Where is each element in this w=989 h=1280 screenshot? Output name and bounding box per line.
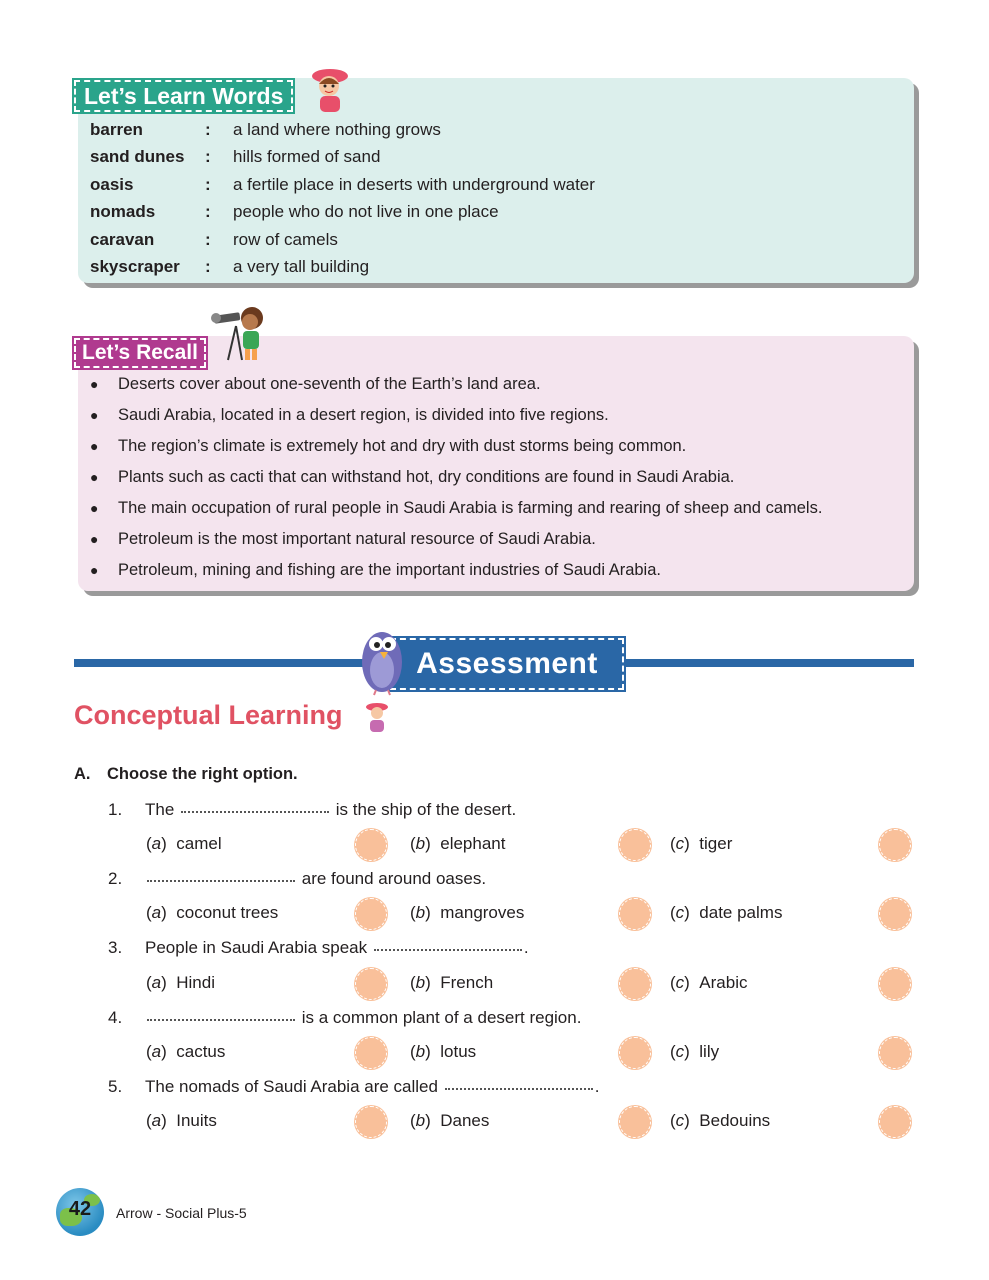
- answer-circle[interactable]: [355, 829, 387, 861]
- option-label: c: [675, 834, 685, 853]
- bullet: ●: [90, 407, 99, 423]
- word-row: [90, 227, 338, 253]
- option-c: (c) date palms: [670, 903, 783, 922]
- question: [108, 1005, 581, 1031]
- boy-telescope-icon: [210, 304, 270, 362]
- option-b: (b) mangroves: [410, 903, 525, 922]
- option-label: b: [415, 1111, 426, 1130]
- list-item: [90, 525, 822, 556]
- word-term: sand dunes: [90, 147, 185, 166]
- list-item: [90, 370, 822, 401]
- bullet: ●: [90, 469, 99, 485]
- option-text: elephant: [440, 834, 506, 853]
- answer-circle[interactable]: [879, 1106, 911, 1138]
- question-number: 5.: [108, 1077, 123, 1096]
- answer-circle[interactable]: [879, 968, 911, 1000]
- learn-words-title: Let’s Learn Words: [74, 80, 293, 112]
- option-label: b: [415, 834, 426, 853]
- section-a-heading: [74, 765, 298, 784]
- list-item: [90, 556, 822, 587]
- answer-blank[interactable]: [147, 1005, 295, 1021]
- small-girl-mascot-icon: [362, 700, 392, 736]
- option-text: Inuits: [176, 1111, 217, 1130]
- girl-mascot-icon: [304, 66, 354, 118]
- option-b: (b) French: [410, 973, 494, 992]
- answer-circle[interactable]: [879, 1037, 911, 1069]
- option-b: (b) lotus: [410, 1042, 477, 1061]
- option-text: lily: [699, 1042, 720, 1061]
- bullet: ●: [90, 531, 99, 547]
- recall-text: Saudi Arabia, located in a desert region, is divided into five regions.: [118, 406, 609, 424]
- word-definition: hills formed of sand: [233, 147, 381, 166]
- word-colon: :: [205, 202, 211, 221]
- word-row: [90, 254, 369, 280]
- book-title: Arrow - Social Plus-5: [116, 1205, 247, 1221]
- question-text-before: The nomads of Saudi Arabia are called: [145, 1077, 438, 1096]
- answer-circle[interactable]: [619, 968, 651, 1000]
- recall-list: [90, 370, 822, 587]
- option-text: cactus: [176, 1042, 226, 1061]
- bullet: ●: [90, 500, 99, 516]
- option-a: (a) Inuits: [146, 1111, 217, 1130]
- question-text-after: is a common plant of a desert region.: [301, 1008, 582, 1027]
- question-text-after: is the ship of the desert.: [335, 800, 517, 819]
- question-text-after: .: [594, 1077, 600, 1096]
- word-row: [90, 172, 595, 198]
- answer-blank[interactable]: [147, 866, 295, 882]
- answer-circle[interactable]: [619, 829, 651, 861]
- word-definition: a land where nothing grows: [233, 120, 441, 139]
- option-label: c: [675, 1111, 685, 1130]
- word-term: caravan: [90, 230, 155, 249]
- option-text: coconut trees: [176, 903, 279, 922]
- option-c: (c) Arabic: [670, 973, 748, 992]
- option-label: c: [675, 973, 685, 992]
- word-colon: :: [205, 230, 211, 249]
- recall-text: Plants such as cacti that can withstand hot, dry conditions are found in Saudi Arabia.: [118, 468, 735, 486]
- option-label: a: [151, 834, 162, 853]
- list-item: [90, 401, 822, 432]
- option-label: a: [151, 903, 162, 922]
- question-number: 1.: [108, 800, 123, 819]
- option-text: Arabic: [699, 973, 748, 992]
- word-row: [90, 199, 499, 225]
- word-term: skyscraper: [90, 257, 180, 276]
- option-c: (c) lily: [670, 1042, 720, 1061]
- option-label: b: [415, 973, 426, 992]
- bullet: ●: [90, 438, 99, 454]
- answer-circle[interactable]: [355, 1106, 387, 1138]
- recall-text: Petroleum is the most important natural resource of Saudi Arabia.: [118, 530, 596, 548]
- question-number: 2.: [108, 869, 123, 888]
- recall-text: Deserts cover about one-seventh of the Earth’s land area.: [118, 375, 541, 393]
- word-colon: :: [205, 175, 211, 194]
- question: [108, 935, 529, 961]
- word-definition: people who do not live in one place: [233, 202, 499, 221]
- answer-circle[interactable]: [879, 829, 911, 861]
- question: [108, 1074, 599, 1100]
- option-a: (a) cactus: [146, 1042, 226, 1061]
- answer-blank[interactable]: [181, 797, 329, 813]
- option-text: Bedouins: [699, 1111, 771, 1130]
- word-definition: row of camels: [233, 230, 338, 249]
- recall-title: Let’s Recall: [74, 338, 206, 368]
- word-term: oasis: [90, 175, 134, 194]
- option-b: (b) Danes: [410, 1111, 490, 1130]
- word-term: nomads: [90, 202, 156, 221]
- list-item: [90, 432, 822, 463]
- question-text-after: .: [523, 938, 529, 957]
- answer-circle[interactable]: [619, 1037, 651, 1069]
- answer-circle[interactable]: [355, 1037, 387, 1069]
- recall-text: The region’s climate is extremely hot and dry with dust storms being common.: [118, 437, 687, 455]
- option-text: lotus: [440, 1042, 477, 1061]
- option-label: c: [675, 903, 685, 922]
- list-item: [90, 494, 822, 525]
- option-c: (c) Bedouins: [670, 1111, 771, 1130]
- bullet: ●: [90, 562, 99, 578]
- option-a: (a) camel: [146, 834, 222, 853]
- bullet: ●: [90, 376, 99, 392]
- word-row: [90, 144, 380, 170]
- answer-blank[interactable]: [374, 935, 522, 951]
- section-letter: A.: [74, 765, 91, 783]
- option-a: (a) Hindi: [146, 973, 215, 992]
- word-colon: :: [205, 147, 211, 166]
- assessment-banner: [390, 638, 624, 690]
- answer-circle[interactable]: [355, 898, 387, 930]
- question-number: 4.: [108, 1008, 123, 1027]
- bird-mascot-icon: [358, 622, 406, 696]
- answer-circle[interactable]: [619, 1106, 651, 1138]
- list-item: [90, 463, 822, 494]
- word-definition: a fertile place in deserts with underground water: [233, 175, 595, 194]
- option-c: (c) tiger: [670, 834, 733, 853]
- assessment-title: Assessment: [416, 647, 598, 680]
- question-text-after: are found around oases.: [301, 869, 487, 888]
- recall-text: Petroleum, mining and fishing are the important industries of Saudi Arabia.: [118, 561, 661, 579]
- option-text: tiger: [699, 834, 733, 853]
- conceptual-learning-heading: Conceptual Learning: [74, 700, 343, 730]
- option-text: date palms: [699, 903, 783, 922]
- answer-circle[interactable]: [355, 968, 387, 1000]
- word-term: barren: [90, 120, 143, 139]
- option-text: Hindi: [176, 973, 215, 992]
- option-label: a: [151, 973, 162, 992]
- option-label: c: [675, 1042, 685, 1061]
- option-label: a: [151, 1042, 162, 1061]
- option-label: b: [415, 1042, 426, 1061]
- option-a: (a) coconut trees: [146, 903, 279, 922]
- option-label: b: [415, 903, 426, 922]
- option-text: Danes: [440, 1111, 490, 1130]
- page-number: 42: [68, 1198, 92, 1220]
- recall-text: The main occupation of rural people in Saudi Arabia is farming and rearing of sheep and camels.: [118, 499, 823, 517]
- answer-circle[interactable]: [619, 898, 651, 930]
- question: [108, 797, 516, 823]
- word-row: [90, 117, 441, 143]
- option-label: a: [151, 1111, 162, 1130]
- option-text: mangroves: [440, 903, 525, 922]
- question-text-before: The: [145, 800, 175, 819]
- section-title: Choose the right option.: [107, 765, 298, 783]
- answer-circle[interactable]: [879, 898, 911, 930]
- word-colon: :: [205, 120, 211, 139]
- option-b: (b) elephant: [410, 834, 506, 853]
- question-number: 3.: [108, 938, 123, 957]
- option-text: camel: [176, 834, 222, 853]
- question-text-before: People in Saudi Arabia speak: [145, 938, 368, 957]
- answer-blank[interactable]: [445, 1074, 593, 1090]
- option-text: French: [440, 973, 494, 992]
- word-definition: a very tall building: [233, 257, 370, 276]
- word-colon: :: [205, 257, 211, 276]
- question: [108, 866, 486, 892]
